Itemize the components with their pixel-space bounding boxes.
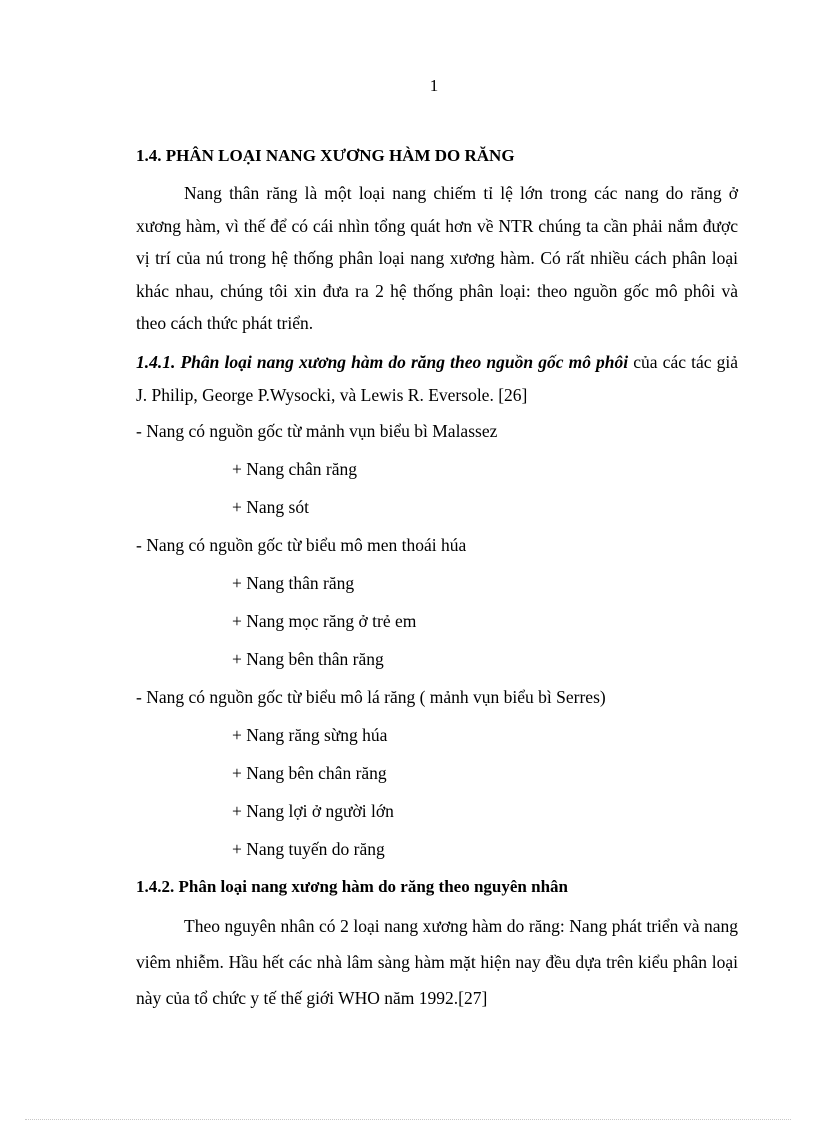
page-content — [136, 141, 738, 1016]
section-1-4-1-heading — [136, 346, 738, 412]
group-1-label: - Nang có nguồn gốc từ mảnh vụn biểu bì Malassez — [136, 420, 498, 441]
page-number: 1 — [429, 76, 439, 95]
section-1-4-2-heading: 1.4.2. Phân loại nang xương hàm do răng theo nguyên nhân — [136, 876, 568, 896]
group-3-item: + Nang bên chân răng — [232, 762, 387, 783]
group-2-label: - Nang có nguồn gốc từ biểu mô men thoái húa — [136, 534, 467, 555]
intro-paragraph: Nang thân răng là một loại nang chiếm tỉ lệ lớn trong các nang do răng ở xương hàm, vì thế để có cái nhìn tổng quát hơn về NTR chúng ta cần phải nắm được vị trí của nú trong hệ thống phân loại nang xương hàm. Có rất nhiều cách phân loại khác nhau, chúng tôi xin đưa ra 2 hệ thống phân loại: theo nguồn gốc mô phôi và theo cách thức phát triển. — [136, 183, 738, 334]
group-1-item: + Nang sót — [232, 496, 309, 517]
group-2-item: + Nang mọc răng ở trẻ em — [232, 610, 417, 631]
group-3-label: - Nang có nguồn gốc từ biểu mô lá răng ( mảnh vụn biểu bì Serres) — [136, 686, 606, 707]
group-1-item: + Nang chân răng — [232, 458, 358, 479]
page-bottom-border — [25, 1119, 791, 1120]
group-2-item: + Nang thân răng — [232, 572, 355, 593]
group-2-item: + Nang bên thân răng — [232, 648, 384, 669]
section-1-4-1-authors: của các tác giả J. Philip, George P.Wysocki, và Lewis R. Eversole. [26] — [136, 351, 738, 405]
group-3-item: + Nang tuyến do răng — [232, 838, 385, 859]
section-1-4-1-title: 1.4.1. Phân loại nang xương hàm do răng theo nguồn gốc mô phôi — [136, 351, 629, 372]
group-3-item: + Nang răng sừng húa — [232, 724, 388, 745]
section-1-4-2-paragraph: Theo nguyên nhân có 2 loại nang xương hàm do răng: Nang phát triển và nang viêm nhiễm. Hầu hết các nhà lâm sàng hàm mặt hiện nay đều dựa trên kiểu phân loại này của tổ chức y tế thế giới WHO năm 1992.[27] — [136, 915, 738, 1008]
group-3-item: + Nang lợi ở người lớn — [232, 800, 394, 821]
heading-1-4: 1.4. PHÂN LOẠI NANG XƯƠNG HÀM DO RĂNG — [136, 146, 515, 165]
